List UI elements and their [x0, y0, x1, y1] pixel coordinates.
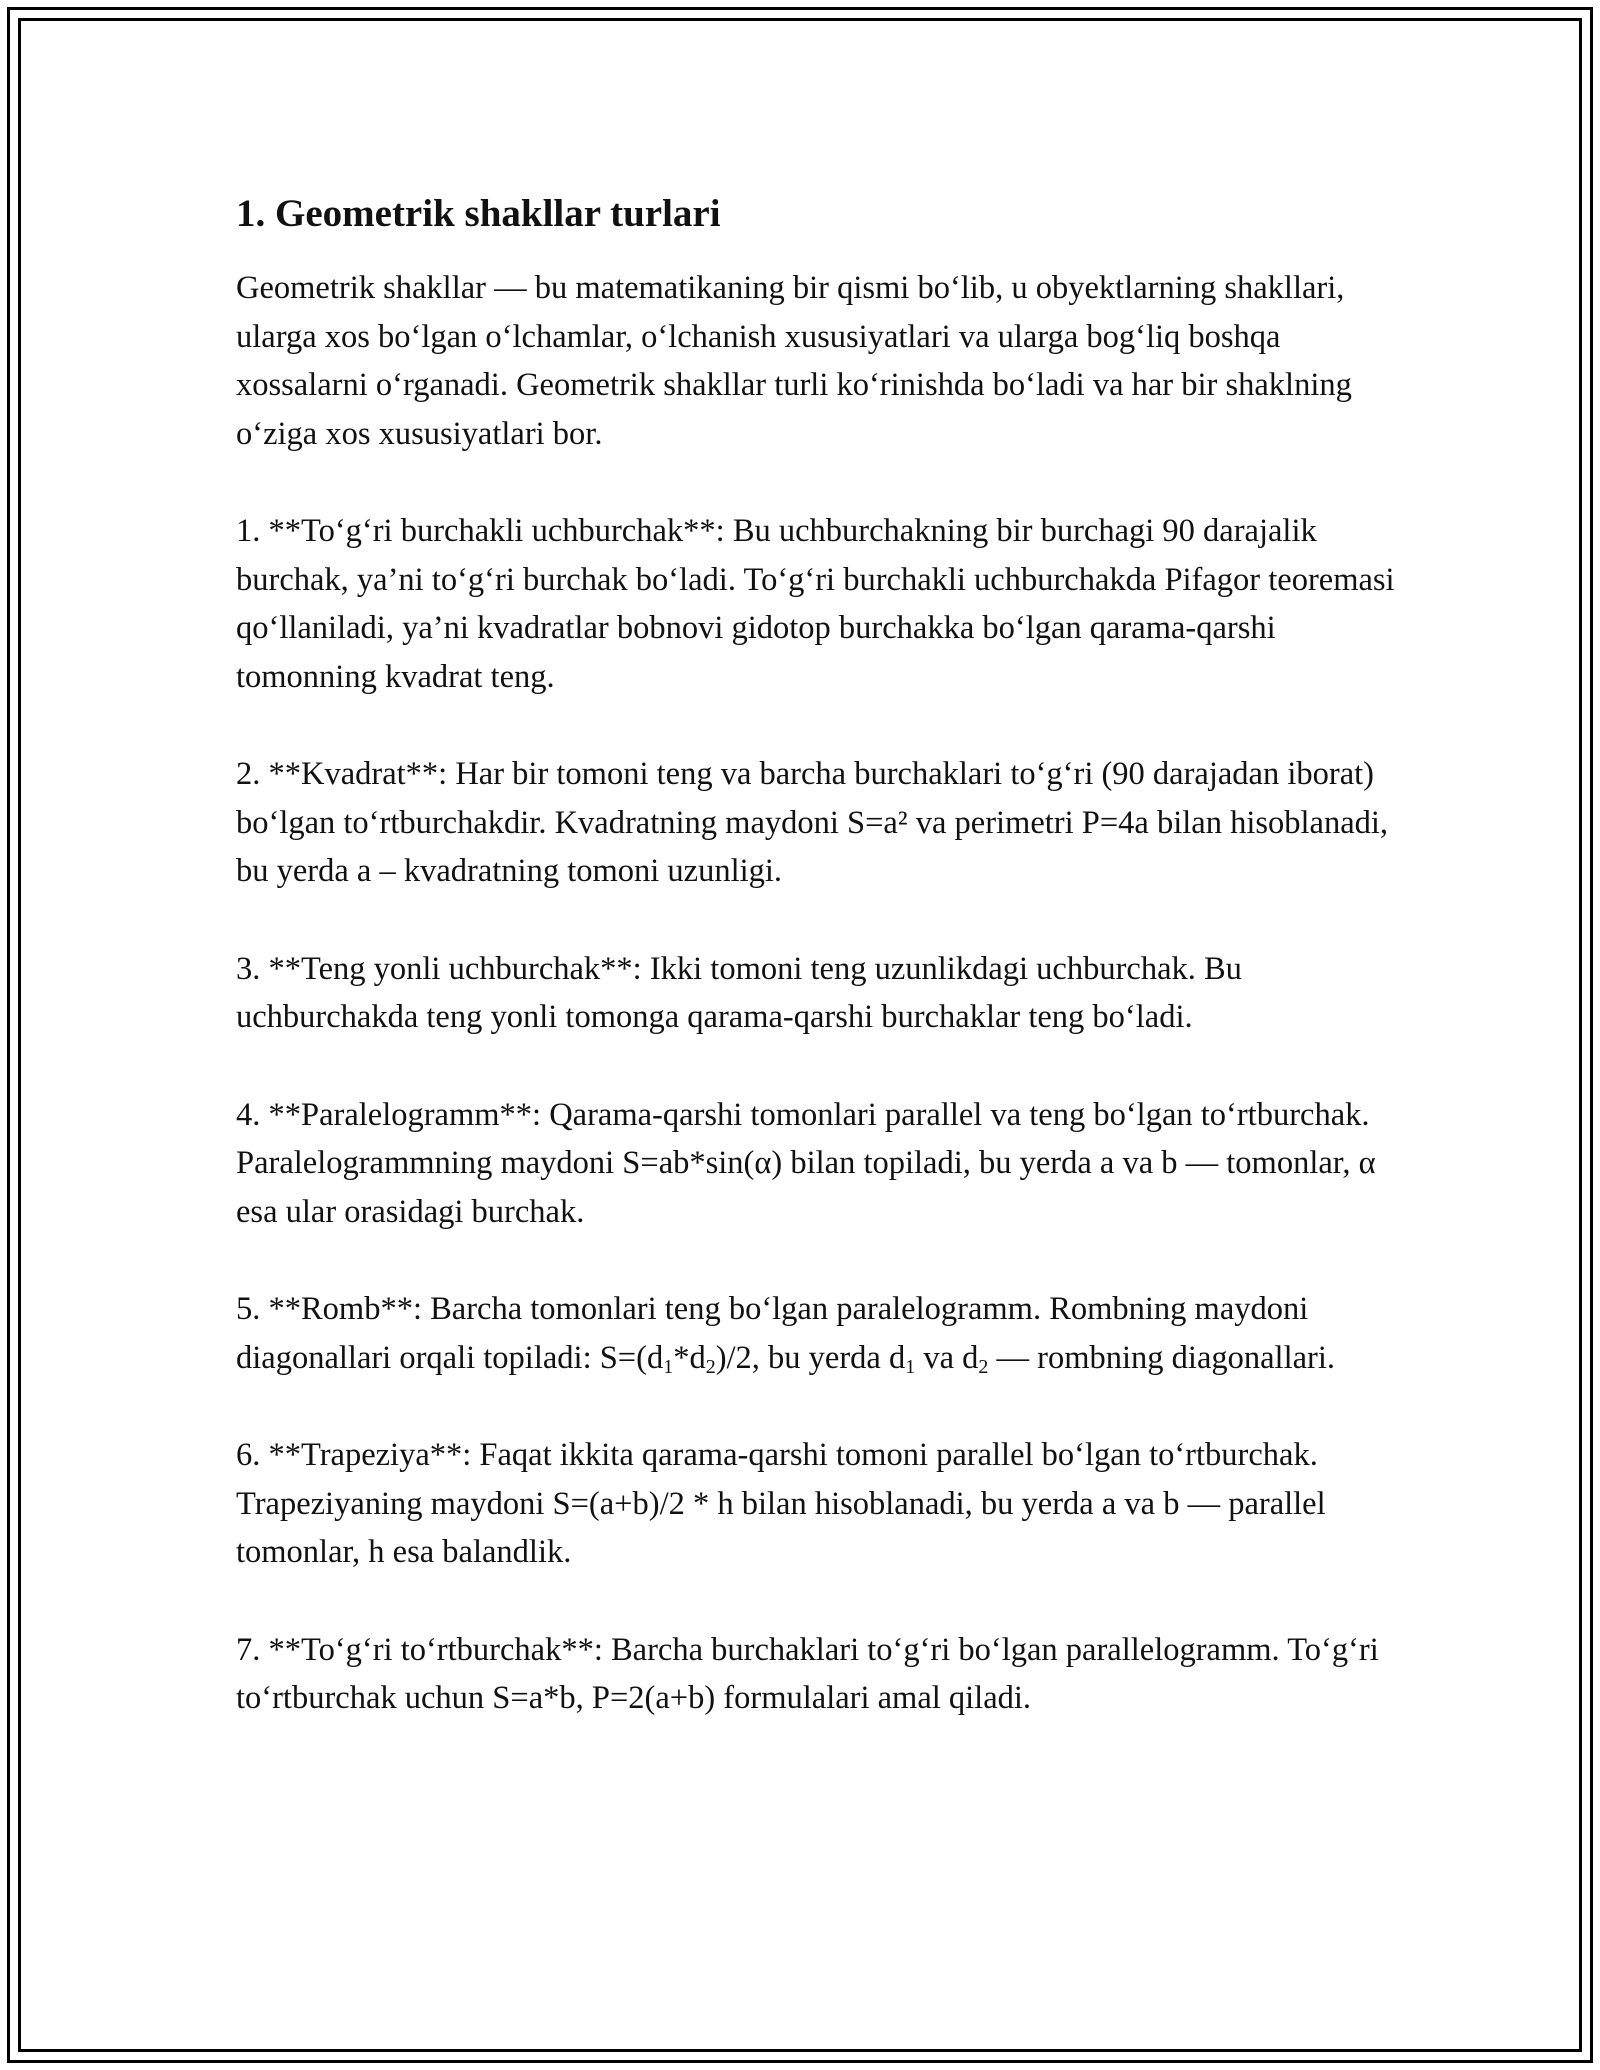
subscript-2: 2: [705, 1355, 716, 1378]
rhombus-text-a: 5. **Romb**: Barcha tomonlari teng bo‘lgan paralelogramm. Rombning maydoni diagonallari orqali topiladi: S=(d: [236, 1291, 1309, 1376]
subscript-3: 1: [905, 1355, 916, 1378]
list-item-right-triangle: 1. **To‘g‘ri burchakli uchburchak**: Bu uchburchakning bir burchagi 90 darajalik burchak, ya’ni to‘g‘ri burchak bo‘ladi. To‘g‘ri burchakli uchburchakda Pifagor teoremasi qo‘llaniladi, ya’ni kvadratlar bobnovi gidotop burchakka bo‘lgan qarama-qarshi tomonning kvadrat teng.: [236, 513, 1395, 695]
section-heading: 1. Geometrik shakllar turlari: [236, 192, 721, 235]
list-item-parallelogram: 4. **Paralelogramm**: Qarama-qarshi tomonlari parallel va teng bo‘lgan to‘rtburchak. Paralelogrammning maydoni S=ab*sin(α) bilan topiladi, bu yerda a va b — tomonlar, α esa ular orasidagi burchak.: [236, 1096, 1376, 1230]
list-item-trapezoid: 6. **Trapeziya**: Faqat ikkita qarama-qarshi tomoni parallel bo‘lgan to‘rtburchak. Trapeziyaning maydoni S=(a+b)/2 * h bilan hisoblanadi, bu yerda a va b — parallel tomonlar, h esa balandlik.: [236, 1437, 1326, 1570]
rhombus-text-e: — rombning diagonallari.: [988, 1339, 1336, 1376]
list-item-rectangle: 7. **To‘g‘ri to‘rtburchak**: Barcha burchaklari to‘g‘ri bo‘lgan parallelogramm. To‘g‘ri to‘rtburchak uchun S=a*b, P=2(a+b) formulalari amal qiladi.: [236, 1631, 1379, 1716]
document-body: [236, 186, 1396, 1772]
list-item-rhombus: [236, 1285, 1396, 1382]
subscript-4: 2: [978, 1355, 989, 1378]
subscript-1: 1: [663, 1355, 674, 1378]
intro-paragraph: Geometrik shakllar — bu matematikaning bir qismi bo‘lib, u obyektlarning shakllari, ularga xos bo‘lgan o‘lchamlar, o‘lchanish xususiyatlari va ularga bog‘liq boshqa xossalarni o‘rganadi. Geometrik shakllar turli ko‘rinishda bo‘ladi va har bir shaklning o‘ziga xos xususiyatlari bor.: [236, 270, 1352, 452]
rhombus-text-b: *d: [673, 1339, 706, 1376]
rhombus-text-c: )/2, bu yerda d: [715, 1339, 906, 1376]
list-item-square: 2. **Kvadrat**: Har bir tomoni teng va barcha burchaklari to‘g‘ri (90 darajadan iborat) bo‘lgan to‘rtburchakdir. Kvadratning maydoni S=a² va perimetri P=4a bilan hisoblanadi, bu yerda a – kvadratning tomoni uzunligi.: [236, 756, 1389, 889]
rhombus-text-d: va d: [915, 1339, 979, 1376]
list-item-isosceles-triangle: 3. **Teng yonli uchburchak**: Ikki tomoni teng uzunlikdagi uchburchak. Bu uchburchakda teng yonli tomonga qarama-qarshi burchaklar teng bo‘ladi.: [236, 950, 1242, 1035]
